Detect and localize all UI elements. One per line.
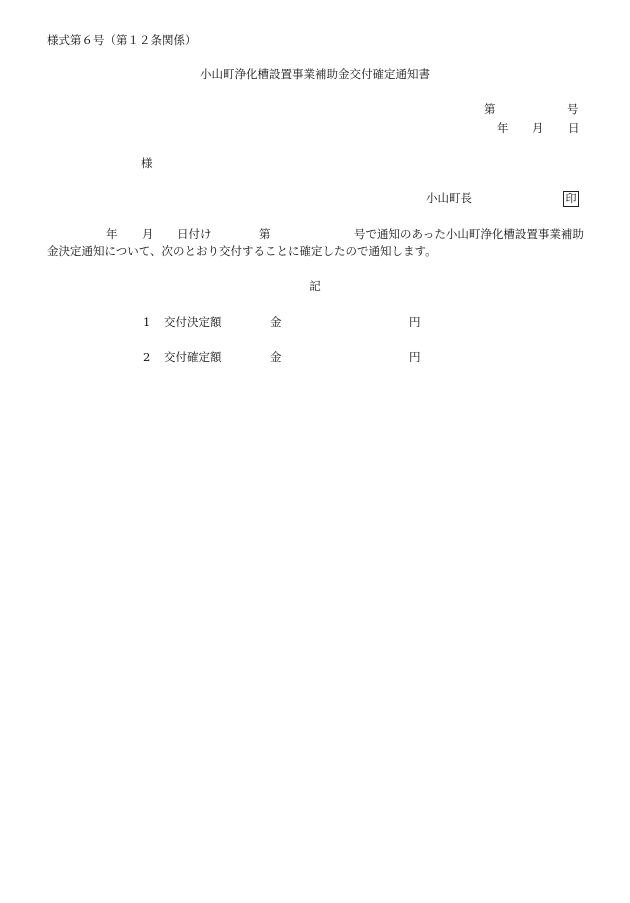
item-number: 1 (143, 315, 151, 329)
item-label: 交付決定額 (164, 315, 222, 329)
body-day: 日付け (177, 227, 212, 241)
doc-number-suffix: 号 (567, 102, 579, 116)
item-yen: 円 (409, 315, 421, 329)
form-number: 様式第６号（第１２条関係） (47, 33, 197, 47)
body-line2-text: 金決定通知について、次のとおり交付することに確定したので通知します。 (47, 244, 437, 258)
date-year: 年 (497, 121, 509, 135)
issuer-name: 小山町長 (426, 191, 472, 205)
date-day: 日 (568, 121, 580, 135)
item-kin: 金 (270, 315, 282, 329)
body-month: 月 (142, 227, 154, 241)
ki-heading: 記 (309, 279, 321, 293)
item-label: 交付確定額 (164, 350, 222, 364)
body-line1-text: 号で通知のあった小山町浄化槽設置事業補助 (354, 227, 584, 241)
document-title: 小山町浄化槽設置事業補助金交付確定通知書 (200, 67, 430, 81)
item-number: 2 (143, 350, 151, 364)
item-yen: 円 (409, 350, 421, 364)
addressee-suffix: 様 (141, 156, 153, 170)
doc-number-prefix: 第 (484, 102, 496, 116)
item-kin: 金 (270, 350, 282, 364)
seal-mark: 印 (563, 191, 579, 207)
body-number-prefix: 第 (259, 227, 271, 241)
body-year: 年 (106, 227, 118, 241)
date-month: 月 (532, 121, 544, 135)
